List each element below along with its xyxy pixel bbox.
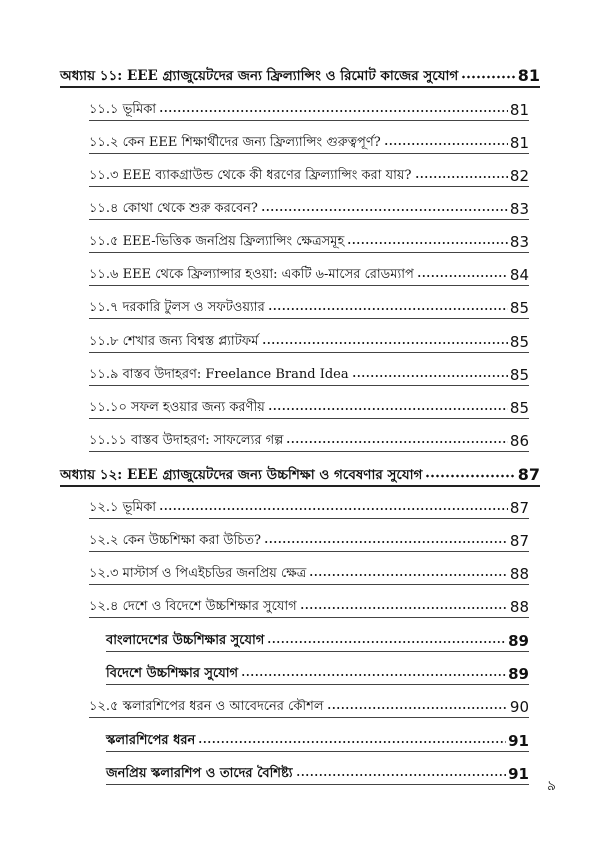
dot-leader [261,207,508,213]
toc-chapter-row[interactable] [60,62,540,84]
dot-leader [267,639,506,645]
toc-entry-page: 87 [509,532,529,550]
dot-leader [268,306,508,312]
toc-entry-title: স্কলারশিপের ধরন [106,733,196,748]
toc-entry-page: 83 [509,200,529,218]
toc-divider [89,352,529,353]
toc-entry-page: 85 [509,399,529,417]
toc-entry-title: ১১.৯ বাস্তব উদাহরণ: Freelance Brand Idea [89,367,349,382]
toc-entry-page: 88 [509,598,529,616]
toc-entry-page: 85 [509,366,529,384]
toc-entry-page: 87 [517,465,540,484]
toc-divider [60,86,540,88]
toc-section-row[interactable] [89,527,529,549]
dot-leader [425,473,515,479]
toc-section-row[interactable] [89,195,529,217]
dot-leader [347,240,508,246]
toc-divider [106,684,529,685]
toc-entry-title: বাংলাদেশের উচ্চশিক্ষার সুযোগ [106,633,265,648]
toc-section-row[interactable] [89,129,529,151]
toc-section-row[interactable] [89,361,529,383]
toc-subsection-row[interactable] [106,727,529,749]
toc-section-row[interactable] [89,394,529,416]
page-number: ৯ [546,778,556,794]
toc-entry-title: ১১.১১ বাস্তব উদাহরণ: সাফল্যের গল্প [89,433,284,448]
toc-divider [89,584,529,585]
toc-chapter-row[interactable] [60,461,540,483]
toc-entry-page: 82 [509,167,529,185]
toc-entry-title: ১১.৪ কোথা থেকে শুরু করবেন? [89,201,258,216]
toc-entry-title: ১১.৭ দরকারি টুলস ও সফটওয়্যার [89,300,265,315]
toc-entry-title: অধ্যায় ১১: EEE গ্র্যাজুয়েটদের জন্য ফ্রিল্যান্সিং ও রিমোট কাজের সুযোগ [60,68,459,84]
toc-entry-title: ১২.৫ স্কলারশিপের ধরন ও আবেদনের কৌশল [89,699,324,714]
toc-entry-page: 88 [509,565,529,583]
toc-entry-title: অধ্যায় ১২: EEE গ্র্যাজুয়েটদের জন্য উচ্চশিক্ষা ও গবেষণার সুযোগ [60,467,423,483]
toc-divider [89,717,529,718]
toc-entry-title: ১১.৫ EEE-ভিত্তিক জনপ্রিয় ফ্রিল্যান্সিং ক্ষেত্রসমূহ [89,234,345,249]
toc-divider [89,318,529,319]
toc-divider [106,751,529,752]
toc-section-row[interactable] [89,162,529,184]
toc-entry-title: ১২.৪ দেশে ও বিদেশে উচ্চশিক্ষার সুযোগ [89,599,297,614]
toc-divider [89,285,529,286]
dot-leader [264,539,508,545]
toc-entry-title: ১২.৩ মাস্টার্স ও পিএইচডির জনপ্রিয় ক্ষেত্র [89,566,307,581]
toc-entry-page: 91 [508,732,529,750]
toc-divider [89,418,529,419]
toc-entry-title: ১১.১ ভূমিকা [89,102,157,117]
toc-entry-page: 90 [509,698,529,716]
dot-leader [268,406,508,412]
toc-subsection-row[interactable] [106,760,529,782]
toc-divider [89,219,529,220]
toc-section-row[interactable] [89,693,529,715]
toc-entry-page: 81 [517,66,540,85]
toc-entry-page: 81 [509,101,529,119]
toc-divider [89,153,529,154]
toc-divider [89,551,529,552]
dot-leader [415,174,508,180]
toc-entry-page: 89 [508,632,529,650]
dot-leader [159,108,508,114]
toc-section-row[interactable] [89,494,529,516]
toc-section-row[interactable] [89,96,529,118]
dot-leader [352,373,508,379]
toc-entry-page: 89 [508,665,529,683]
dot-leader [286,439,507,445]
toc-section-row[interactable] [89,228,529,250]
toc-divider [89,120,529,121]
toc-divider [89,451,529,452]
toc-entry-title: জনপ্রিয় স্কলারশিপ ও তাদের বৈশিষ্ট্য [106,766,293,781]
toc-divider [106,651,529,652]
toc-entry-title: ১১.৩ EEE ব্যাকগ্রাউন্ড থেকে কী ধরণের ফ্রিল্যান্সিং করা যায়? [89,168,412,183]
dot-leader [159,506,508,512]
toc-divider [89,186,529,187]
toc-entry-page: 87 [509,499,529,517]
dot-leader [241,672,506,678]
dot-leader [327,705,508,711]
toc-entry-page: 85 [509,333,529,351]
toc-section-row[interactable] [89,427,529,449]
toc-divider [106,784,529,785]
toc-divider [89,518,529,519]
toc-divider [60,485,540,487]
toc-entry-title: ১১.৬ EEE থেকে ফ্রিল্যান্সার হওয়া: একটি ৬-মাসের রোডম্যাপ [89,267,414,282]
toc-entry-title: ১১.১০ সফল হওয়ার জন্য করণীয় [89,400,265,415]
toc-divider [89,617,529,618]
toc-entry-title: ১১.৮ শেখার জন্য বিশ্বস্ত প্ল্যাটফর্ম [89,334,259,349]
dot-leader [309,572,508,578]
toc-subsection-row[interactable] [106,660,529,682]
dot-leader [262,340,508,346]
dot-leader [300,605,508,611]
toc-entry-page: 85 [509,299,529,317]
toc-entry-title: ১১.২ কেন EEE শিক্ষার্থীদের জন্য ফ্রিল্যান্সিং গুরুত্বপূর্ণ? [89,135,381,150]
toc-entry-page: 83 [509,233,529,251]
toc-divider [89,252,529,253]
toc-section-row[interactable] [89,294,529,316]
toc-entry-title: বিদেশে উচ্চশিক্ষার সুযোগ [106,666,238,681]
toc-subsection-row[interactable] [106,627,529,649]
dot-leader [461,74,515,80]
toc-divider [89,385,529,386]
toc-entry-page: 81 [509,134,529,152]
toc-section-row[interactable] [89,261,529,283]
dot-leader [198,739,506,745]
toc-section-row[interactable] [89,593,529,615]
toc-entry-page: 91 [508,765,529,783]
toc-entry-title: ১২.১ ভূমিকা [89,500,157,515]
dot-leader [417,273,508,279]
toc-entry-title: ১২.২ কেন উচ্চশিক্ষা করা উচিত? [89,533,262,548]
dot-leader [296,772,507,778]
toc-section-row[interactable] [89,560,529,582]
toc-entry-page: 84 [509,266,529,284]
toc-section-row[interactable] [89,328,529,350]
dot-leader [384,141,508,147]
toc-entry-page: 86 [509,432,529,450]
